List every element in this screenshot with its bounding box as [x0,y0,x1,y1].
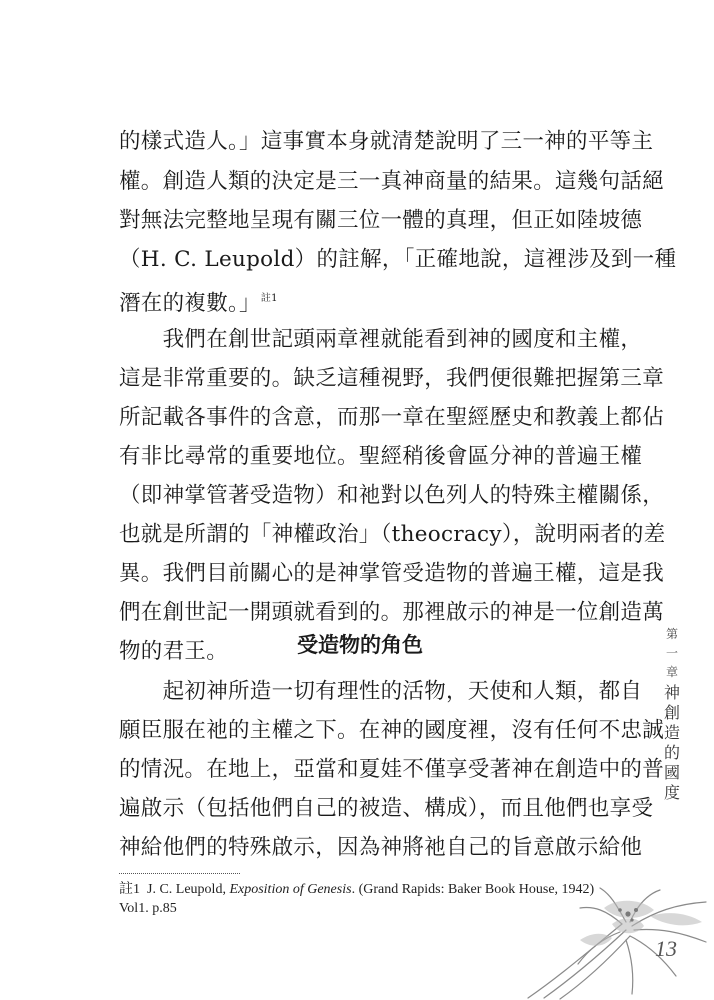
side-tab-title-char: 度 [663,783,680,802]
footnote-divider [119,873,240,874]
section-heading: 受造物的角色 [297,633,423,657]
section-line-2: 願臣服在祂的主權之下。在神的國度裡，沒有任何不忠誠 [119,718,665,743]
body-line-13: 們在創世記一開頭就看到的。那裡啟示的神是一位創造萬 [119,600,665,625]
body-line-14: 物的君王。 [119,639,229,664]
footnote-ref: 註1 [260,293,278,304]
footnote-line-2: Vol1. p.85 [119,901,177,916]
side-tab-title-char: 國 [663,763,680,782]
section-line-1: 起初神所造一切有理性的活物，天使和人類，都自 [119,679,643,704]
section-line-3: 的情況。在地上，亞當和夏娃不僅享受著神在創造中的普 [119,757,665,782]
body-line-3: 對無法完整地呈現有關三位一體的真理，但正如陸坡德 [119,208,643,233]
footnote-label: 註1 [119,882,140,897]
body-line-12: 異。我們目前關心的是神掌管受造物的普遍王權，這是我 [119,561,665,586]
footnote-publication: . (Grand Rapids: Baker Book House, 1942) [351,882,595,897]
body-line-11: 也就是所謂的「神權政治」（theocracy），說明兩者的差 [119,522,666,547]
body-line-10: （即神掌管著受造物）和祂對以色列人的特殊主權關係， [119,483,665,508]
section-line-5: 神給他們的特殊啟示，因為神將祂自己的旨意啟示給他 [119,835,643,860]
body-line-2: 權。創造人類的決定是三一真神商量的結果。這幾句話絕 [119,169,665,194]
side-tab-title-char: 神 [663,683,680,702]
body-line-1: 的樣式造人。」這事實本身就清楚說明了三一神的平等主 [119,129,654,154]
side-tab-title-char: 的 [663,743,680,762]
body-line-5-text: 潛在的複數。」 [119,291,261,316]
footnote-title: Exposition of Genesis [229,882,352,897]
section-line-4: 遍啟示（包括他們自己的被造、構成），而且他們也享受 [119,796,654,821]
body-line-7: 這是非常重要的。缺乏這種視野，我們便很難把握第三章 [119,366,665,391]
side-tab-title [660,683,684,803]
footnote-author: J. C. Leupold, [147,882,230,897]
side-tab-title-char: 造 [663,723,680,742]
side-tab-chapter-char: 章 [665,665,678,679]
body-line-5 [119,284,278,319]
side-tab-title-char: 創 [663,703,680,722]
side-tab-chapter-char: 一 [665,646,678,660]
body-line-8: 所記載各事件的含意，而那一章在聖經歷史和教義上都佔 [119,405,665,430]
body-line-9: 有非比尋常的重要地位。聖經稍後會區分神的普遍王權 [119,444,643,469]
body-line-6: 我們在創世記頭兩章裡就能看到神的國度和主權， [119,327,643,352]
flower-ornament [520,880,714,1000]
side-tab-chapter [660,625,684,682]
body-line-4: （H. C. Leupold）的註解，「正確地說，這裡涉及到一種 [119,247,677,272]
side-tab-chapter-char: 第 [665,627,678,641]
page-number: 13 [655,936,677,961]
